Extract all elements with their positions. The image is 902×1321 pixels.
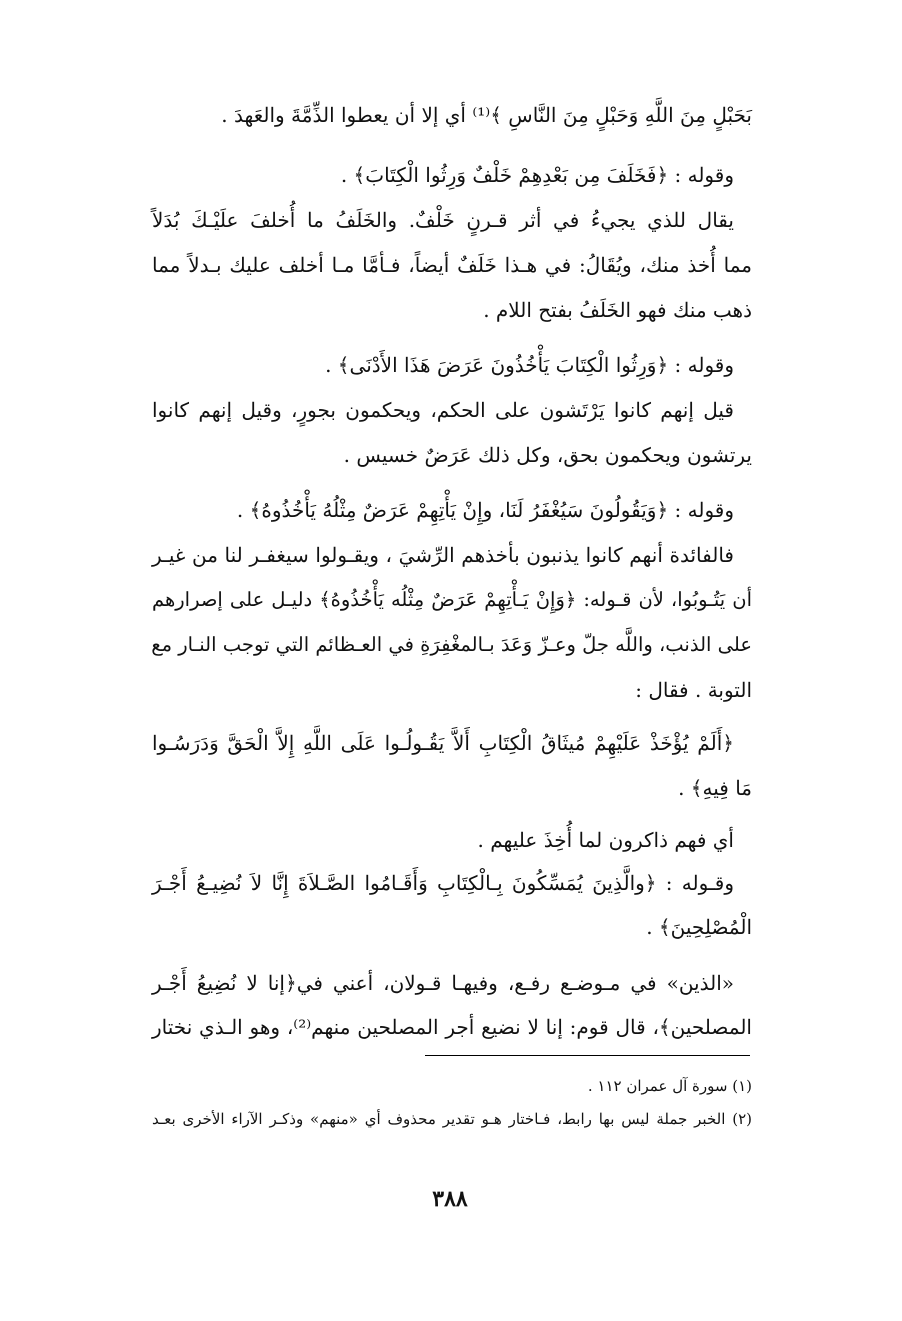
text-line: ذهب منك فهو الخَلَفُ بفتح اللام . [483, 298, 752, 322]
text-line: التوبة . فقال : [635, 678, 752, 702]
quran-verse-line: مَا فِيهِ﴾ . [678, 776, 752, 800]
text-line: يرتشون ويحكمون بحق، وكل ذلك عَرَضٌ خسيس . [343, 443, 752, 467]
text-line: بَحَبْلٍ مِنَ اللَّهِ وَحَبْلٍ مِنَ النَّاسِ ﴾⁽¹⁾ أي إلا أن يعطوا الذِّمَّةَ والعَهدَ . [221, 103, 752, 127]
text-line: مما أُخذ منك، ويُقَالُ: في هـذا خَلَفٌ أيضاً، فـأمَّا مـا أخلف عليك بـدلاً مما [152, 253, 752, 277]
text-line: وقوله : ﴿وَيَقُولُونَ سَيُغْفَرُ لَنَا، وإِنْ يَأْتِهِمْ عَرَضٌ مِثْلُهُ يَأْخُذُوهُ﴾ . [236, 498, 734, 522]
text-line: وقوله : ﴿فَخَلَفَ مِن بَعْدِهِمْ خَلْفٌ وَرِثُوا الْكِتَابَ﴾ . [340, 163, 734, 187]
text-line: أي فهم ذاكرون لما أُخِذَ عليهم . [477, 828, 734, 852]
text-line: قيل إنهم كانوا يَرْتَشون على الحكم، ويحكمون بجورٍ، وقيل إنهم كانوا [152, 398, 734, 422]
quran-verse-line: ﴿أَلَمْ يُؤْخَذْ عَلَيْهِمْ مُيثَاقُ الْكِتَابِ أَلاَّ يَقُـولُـوا عَلَى اللَّهِ إِلاَّ الْحَقَّ وَدَرَسُـوا [152, 731, 734, 755]
text-line: المصلحين﴾، قال قوم: إنا لا نضيع أجر المصلحين منهم⁽²⁾، وهو الـذي نختار [152, 1015, 752, 1039]
text-line: وقوله : ﴿وَرِثُوا الْكِتَابَ يَأْخُذُونَ عَرَضَ هَذَا الأَدْنَى﴾ . [325, 353, 734, 377]
page-number: ٣٨٨ [432, 1186, 468, 1212]
footnote: (١) سورة آل عمران ١١٢ . [587, 1077, 752, 1095]
text-line: «الذين» في مـوضـع رفـع، وفيهـا قـولان، أعني في﴿إنا لا نُضِيعُ أَجْـر [152, 971, 734, 995]
text-line: يقال للذي يجيءُ في أثر قـرنٍ خَلْفٌ. والخَلَفُ ما أُخلفَ علَيْـكَ بُدَلاً [152, 208, 734, 232]
text-line: الْمُصْلِحِينَ﴾ . [646, 915, 752, 939]
text-line: أن يَتُـوبُوا، لأن قـوله: ﴿وَإِنْ يَـأْتِهِمْ عَرَضٌ مِثْلُه يَأْخُذُوهُ﴾ دليـل على إصرارهم [152, 588, 752, 611]
text-line: على الذنب، واللَّه جلّ وعـزّ وَعَدَ بـالمغْفِرَةِ في العـظائم التي توجب النـار مع [151, 633, 752, 656]
footnote-separator [425, 1055, 750, 1056]
text-line: وقـوله : ﴿والَّذِينَ يُمَسِّكُونَ بِـالْكِتَابِ وَأَقَـامُوا الصَّـلاَةَ إِنَّا لاَ نُضِيـعُ أَجْـرَ [152, 871, 734, 895]
text-line: فالفائدة أنهم كانوا يذنبون بأخذهم الرِّشيَ ، ويقـولوا سيغفـر لنا من غيـر [152, 543, 734, 567]
footnote: (٢) الخبر جملة ليس بها رابط، فـاختار هـو تقدير محذوف أي «منهم» وذكـر الآراء الأخرى بعـد [152, 1110, 752, 1128]
